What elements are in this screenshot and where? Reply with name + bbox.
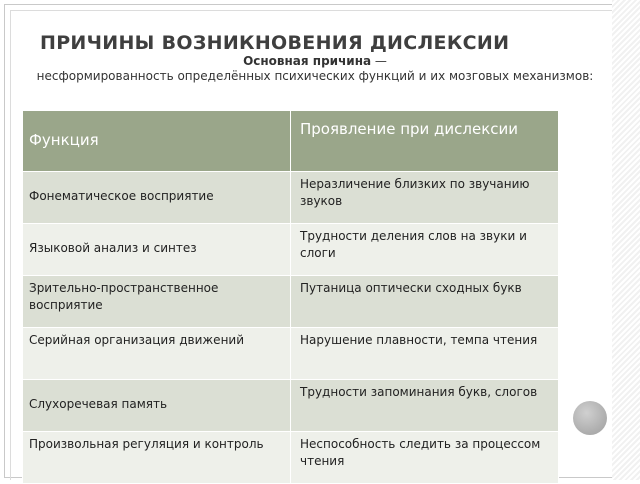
function-cell: Фонематическое восприятие xyxy=(23,172,291,224)
subtitle-dash: — xyxy=(371,54,387,68)
manifestation-cell: Путаница оптически сходных букв xyxy=(291,276,559,328)
function-cell: Зрительно-пространственное восприятие xyxy=(23,276,291,328)
table-row xyxy=(23,432,559,484)
subtitle-text: несформированность определённых психических функций и их мозговых механизмов: xyxy=(36,69,594,83)
manifestation-cell: Трудности запоминания букв, слогов xyxy=(291,380,559,432)
manifestation-cell: Трудности деления слов на звуки и слоги xyxy=(291,224,559,276)
table-header-row xyxy=(23,111,559,172)
manifestation-cell: Нарушение плавности, темпа чтения xyxy=(291,328,559,380)
header-manifestation: Проявление при дислексии xyxy=(291,111,559,172)
function-cell: Языковой анализ и синтез xyxy=(23,224,291,276)
header-function: Функция xyxy=(23,111,291,172)
table-row xyxy=(23,224,559,276)
table-row xyxy=(23,380,559,432)
function-cell: Серийная организация движений xyxy=(23,328,291,380)
table-row xyxy=(23,328,559,380)
subtitle-bold: Основная причина xyxy=(243,54,372,68)
function-cell: Произвольная регуляция и контроль xyxy=(23,432,291,484)
manifestation-cell: Неспособность следить за процессом чтения xyxy=(291,432,559,484)
slide-subtitle xyxy=(30,54,600,84)
manifestation-cell: Неразличение близких по звучанию звуков xyxy=(291,172,559,224)
decorative-circle xyxy=(573,401,607,435)
slide-title: ПРИЧИНЫ ВОЗНИКНОВЕНИЯ ДИСЛЕКСИИ xyxy=(40,32,510,54)
table-row xyxy=(23,172,559,224)
function-cell: Слухоречевая память xyxy=(23,380,291,432)
dyslexia-table xyxy=(22,110,559,484)
decorative-stripe-band xyxy=(612,0,640,480)
table-row xyxy=(23,276,559,328)
